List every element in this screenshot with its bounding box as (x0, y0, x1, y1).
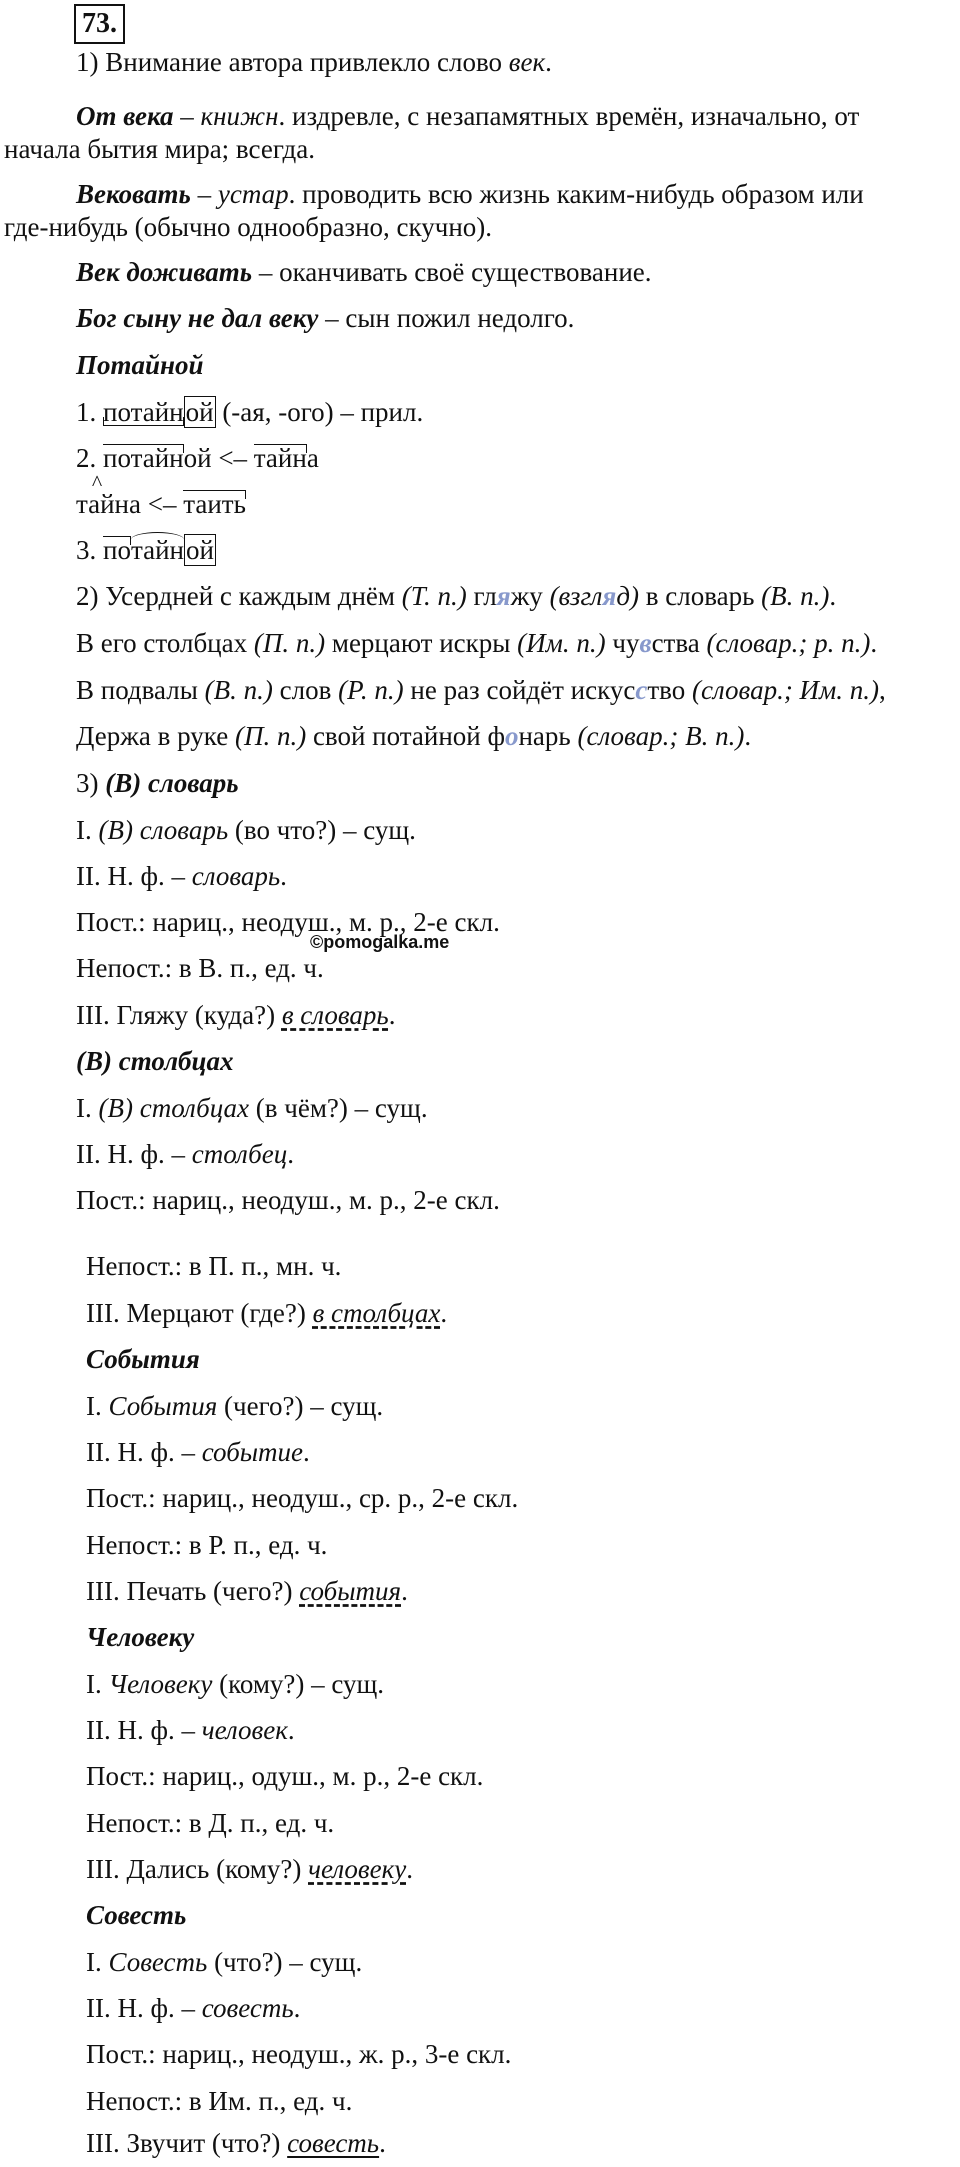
morpheme-line-2: 2. потайной <– тайна (76, 443, 319, 473)
morpheme-line-3: ^ тайна <– таить (76, 488, 246, 520)
section-heading-slovar: 3) (В) словарь (76, 768, 239, 798)
analysis-line: III. Звучит (что?) совесть. (86, 2128, 386, 2158)
analysis-line: II. Н. ф. – столбец. (76, 1139, 294, 1169)
definition-vekovat: Вековать – устар. проводить всю жизнь каким-нибудь образом или (76, 179, 864, 209)
analysis-line: I. (В) словарь (во что?) – сущ. (76, 815, 416, 845)
section-heading-sovest: Совесть (86, 1900, 187, 1930)
section-heading-cheloveku: Человеку (86, 1622, 195, 1652)
analysis-line: II. Н. ф. – совесть. (86, 1993, 301, 2023)
suffix-mark: ^ тайн (76, 488, 129, 520)
intro-line: 1) Внимание автора привлекло слово век. (76, 47, 552, 77)
analysis-line: Непост.: в Им. п., ед. ч. (86, 2086, 353, 2116)
analysis-line: III. Мерцают (где?) в столбцах. (86, 1298, 448, 1328)
analysis-line: Непост.: в Р. п., ед. ч. (86, 1530, 328, 1560)
analysis-line: Непост.: в В. п., ед. ч. (76, 953, 324, 983)
definition-ot-veka: От века – книжн. издревле, с незапамятных времён, изначально, от (76, 101, 860, 131)
analysis-line: III. Печать (чего?) события. (86, 1576, 408, 1606)
root-bracket: потайн (103, 397, 184, 427)
analysis-line: III. Дались (кому?) человеку. (86, 1854, 413, 1884)
definition-bog-synu: Бог сыну не дал веку – сын пожил недолго. (76, 303, 575, 333)
poem-line-3: В подвалы (В. п.) слов (Р. п.) не раз сойдёт искусство (словар.; Им. п.), (76, 675, 886, 705)
analysis-line: I. Совесть (что?) – сущ. (86, 1947, 363, 1977)
analysis-line: Непост.: в Д. п., ед. ч. (86, 1808, 335, 1838)
derivation-source: тайн (253, 443, 307, 473)
definition-vekovat-cont: где-нибудь (обычно однообразно, скучно). (4, 212, 493, 242)
definition-vek-dozhivat: Век доживать – оканчивать своё существование. (76, 257, 652, 287)
analysis-line: I. Человеку (кому?) – сущ. (86, 1669, 385, 1699)
morpheme-line-1: 1. потайной (-ая, -ого) – прил. (76, 397, 424, 427)
watermark: ©pomogalka.me (310, 932, 450, 952)
derivation-source: таить (183, 489, 246, 519)
section-heading-stolbtsah: (В) столбцах (76, 1046, 234, 1076)
analysis-line: III. Гляжу (куда?) в словарь. (76, 1000, 396, 1030)
derivation-word: потайн (103, 443, 184, 473)
poem-line-4: Держа в руке (П. п.) свой потайной фонарь (словар.; В. п.). (76, 721, 752, 751)
ending-box: ой (185, 535, 214, 565)
section-heading-sobytiya: События (86, 1344, 200, 1374)
heading-potainoy: Потайной (76, 350, 204, 380)
analysis-line: I. События (чего?) – сущ. (86, 1391, 384, 1421)
poem-line-1: 2) Усердней с каждым днём (Т. п.) гляжу (взгляд) в словарь (В. п.). (76, 581, 837, 611)
poem-line-2: В его столбцах (П. п.) мерцают искры (Им. п.) чувства (словар.; р. п.). (76, 628, 878, 658)
analysis-line: II. Н. ф. – словарь. (76, 861, 287, 891)
analysis-line: II. Н. ф. – человек. (86, 1715, 295, 1745)
analysis-line: Пост.: нариц., неодуш., ж. р., 3-е скл. (86, 2039, 512, 2069)
analysis-line: I. (В) столбцах (в чём?) – сущ. (76, 1093, 428, 1123)
prefix-mark: по (103, 535, 131, 565)
analysis-line: Пост.: нариц., одуш., м. р., 2-е скл. (86, 1761, 484, 1791)
exercise-number: 73. (74, 4, 125, 44)
analysis-line: Непост.: в П. п., мн. ч. (86, 1251, 342, 1281)
analysis-line: II. Н. ф. – событие. (86, 1437, 310, 1467)
root-mark: тайн (130, 535, 184, 565)
ending-box: ой (185, 397, 214, 427)
analysis-line: Пост.: нариц., неодуш., ср. р., 2-е скл. (86, 1483, 519, 1513)
analysis-line: Пост.: нариц., неодуш., м. р., 2-е скл. (76, 1185, 500, 1215)
morpheme-line-4: 3. потайной (76, 535, 214, 565)
definition-ot-veka-cont: начала бытия мира; всегда. (4, 134, 316, 164)
analysis-line: Пост.: нариц., неодуш., м. р., 2-е скл. (76, 907, 500, 937)
